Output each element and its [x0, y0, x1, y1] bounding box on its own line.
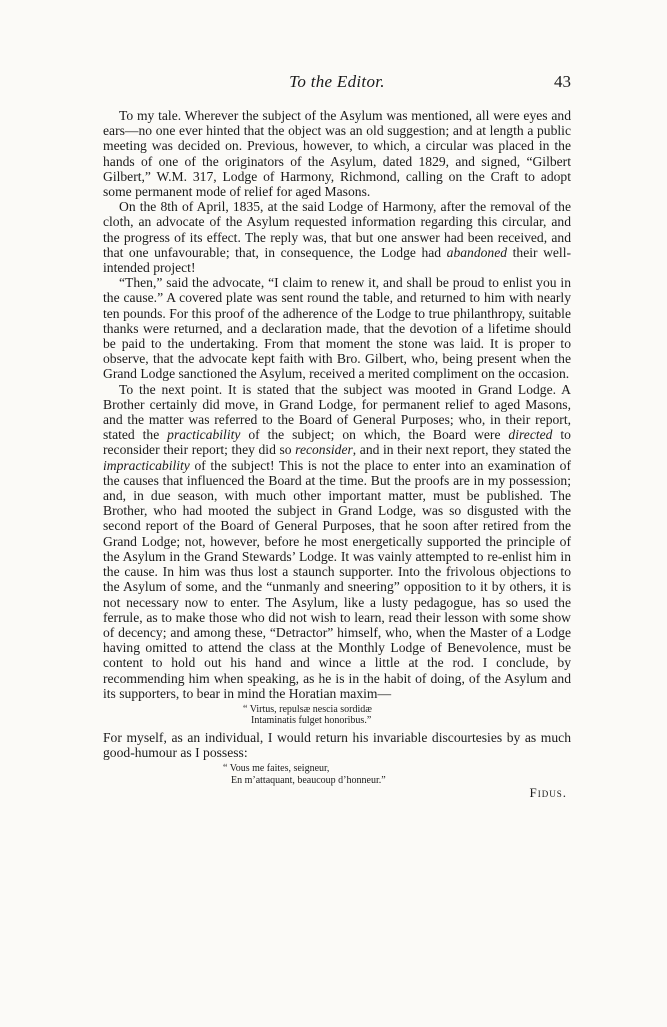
emphasis: abandoned — [446, 244, 508, 260]
paragraph-1 — [103, 108, 571, 199]
page — [103, 72, 571, 801]
text-run: To the next point. It is stated that the subject was mooted in Grand Lodge. A Brother certainly did move, in Grand Lodge, for permanent relief to aged Masons, and the matter was referred to the Board of General Purposes; who, in their report, stated the — [103, 381, 571, 443]
text-run: to reconsider their report; they did so — [103, 427, 571, 458]
text-run: For myself, as an individual, I would return his invariable discourtesies by as much good-humour as I possess: — [103, 729, 571, 761]
emphasis: reconsider — [295, 442, 353, 458]
signature: Fidus. — [529, 785, 567, 801]
text-run: their well-intended project! — [103, 244, 572, 276]
running-title: To the Editor. — [289, 72, 385, 91]
paragraph-3 — [103, 275, 571, 381]
paragraph-5 — [103, 730, 571, 760]
quote-line: “ Vous me faites, seigneur, — [223, 763, 330, 775]
quote-line: “ Virtus, repulsæ nescia sordidæ — [243, 703, 372, 715]
emphasis: practicability — [167, 427, 241, 443]
text-run: On the 8th of April, 1835, at the said Lodge of Harmony, after the removal of the cloth, an advocate of the Asylum requested information regarding this circular, and the progress of its effect. The reply was, that but one answer had been received, and that one unfavourable; that, in consequence, the Lodge had — [103, 199, 571, 260]
text-run: , and in their next report, they stated the — [352, 442, 571, 458]
paragraph-4 — [103, 382, 571, 701]
paragraph-2 — [103, 199, 571, 275]
latin-quotation — [103, 704, 571, 727]
text-run: of the subject; on which, the Board were — [240, 427, 509, 443]
page-number: 43 — [554, 72, 571, 91]
quote-line: Intaminatis fulget honoribus.” — [251, 715, 372, 727]
text-run: “Then,” said the advocate, “I claim to renew it, and shall be proud to enlist you in the cause.” A covered plate was sent round the table, and returned to him with nearly ten pounds. For this proof of the adherence of the Lodge to true philanthropy, suitable thanks were returned, and a declaration made, that the devotion of a lifetime should be paid to the undertaking. From that moment the stone was laid. It is proper to observe, that the advocate kept faith with Bro. Gilbert, who, being present when the Grand Lodge sanctioned the Asylum, received a merited compliment on the occasion. — [103, 275, 571, 382]
french-quotation — [103, 763, 571, 786]
text-run: of the subject! This is not the place to enter into an examination of the causes that influenced the Board at the time. But the proofs are in my possession; and, in due season, with much other important matter, must be published. The Brother, who had mooted the subject in Grand Lodge, was so disgusted with the second report of the Board of General Purposes, that he soon after retired from the Grand Lodge; not, however, before he most energetically supported the principle of the Asylum in the Grand Stewards’ Lodge. It was vainly attempted to re-enlist him in the cause. In him was thus lost a staunch supporter. Into the frivolous objections to the Asylum of some, and the “unmanly and sneering” opposition to it by others, it is not necessary now to enter. The Asylum, like a lusty pedagogue, has so used the ferrule, as to make those who did not wish to learn, read their lesson with some show of decency; and among these, “Detractor” himself, who, when the Master of a Lodge having omitted to attend the class at the Monthly Lodge of Benevolence, must be content to hold out his hand and wince a little at the rod. I conclude, by recommending him when speaking, as he is in the habit of doing, of the Asylum and its supporters, to bear in mind the Horatian maxim— — [103, 457, 571, 701]
running-head — [103, 72, 571, 94]
text-run: To my tale. Wherever the subject of the Asylum was mentioned, all were eyes and ears—no one ever hinted that the object was an old suggestion; and at length a public meeting was decided on. Previous, however, to which, a circular was placed in the hands of one of the originators of the Asylum, dated 1829, and signed, “Gilbert Gilbert,” W.M. 317, Lodge of Harmony, Richmond, calling on the Craft to adopt some permanent mode of relief for aged Masons. — [103, 108, 571, 200]
emphasis: impracticability — [103, 457, 190, 473]
quote-line: En m’attaquant, beaucoup d’honneur.” — [231, 774, 386, 786]
emphasis: directed — [508, 427, 553, 443]
